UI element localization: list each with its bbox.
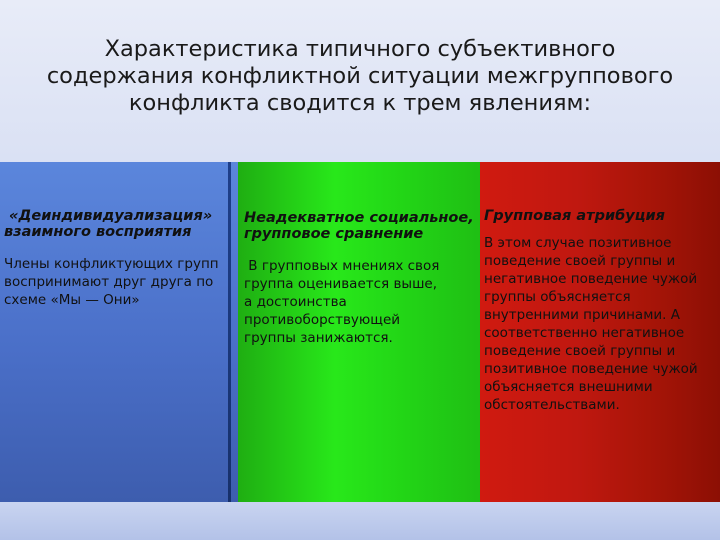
panel-heading (244, 210, 480, 242)
panels-row (0, 162, 720, 502)
panel-heading (4, 208, 230, 240)
panel-group-attribution (480, 162, 720, 502)
panel-body: В групповых мнениях своя группа оценивается выше, а достоинства противоборствующей группы занижаются. (244, 258, 444, 346)
panel-social-comparison (238, 162, 480, 502)
panel-divider (228, 162, 231, 502)
heading-line-1: «Деиндивидуализация» (4, 208, 213, 224)
slide-title (0, 36, 720, 117)
title-line-2: содержания конфликтной ситуации межгруппового (46, 63, 674, 89)
heading-line-2: групповое сравнение (244, 226, 424, 242)
panel-deindividualization (0, 162, 238, 502)
heading-line-2: взаимного восприятия (4, 224, 192, 240)
bottom-bar (0, 502, 720, 540)
heading-line-1: Групповая атрибуция (484, 208, 665, 224)
title-line-1: Характеристика типичного субъективного (104, 36, 616, 62)
title-line-3: конфликта сводится к трем явлениям: (128, 90, 592, 116)
heading-line-1: Неадекватное социальное, (244, 210, 474, 226)
panel-body: В этом случае позитивное поведение своей группы и негативное поведение чужой группы объясняется внутренними причинами. А соответственно негативное поведение своей группы и позитивное поведение чужой объясняется внешними обстоятельствами. (484, 235, 698, 413)
panel-heading (484, 208, 716, 224)
panel-body: Члены конфликтующих групп воспринимают друг друга по схеме «Мы — Они» (4, 256, 219, 308)
